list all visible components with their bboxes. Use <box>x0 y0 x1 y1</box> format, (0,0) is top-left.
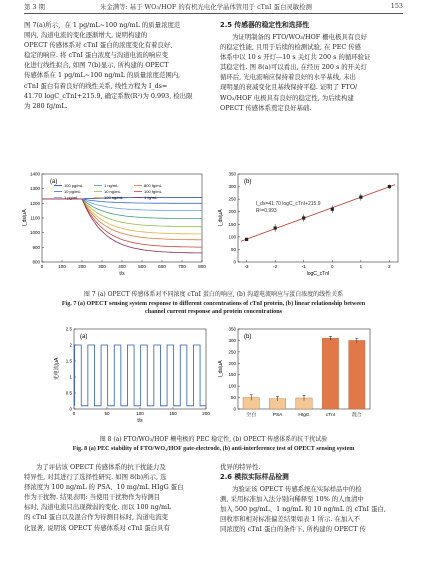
panel-label: (b) <box>244 179 252 185</box>
fit-r2: R²=0.993 <box>256 208 277 214</box>
plot-frame <box>238 174 398 262</box>
x-axis-label: logC_cTnI <box>306 271 330 277</box>
text-line: 测, 采用标准加入法分别向稀释至 10% 的人血清中 <box>220 495 364 504</box>
text-line: 为了评估该 OPECT 传感体系的抗干扰能力及 <box>36 463 166 471</box>
section-heading: 2.6 模拟实际样品检测 <box>220 473 289 482</box>
y-tick-label: 0 <box>69 406 72 412</box>
legend-label: 10 ng/mL <box>104 189 121 194</box>
text-line: 围内, 沟道电流的变化逐渐增大, 说明构建的 <box>24 31 148 40</box>
x-tick-label: -3 <box>244 264 249 269</box>
x-tick-label: 混合 <box>351 413 362 418</box>
y-tick-label: 2 <box>69 342 72 348</box>
fit-equation: I_ds=41.70 logC_cTnI+215.9 <box>256 201 321 207</box>
legend-label: 100 pg/mL <box>64 183 83 188</box>
data-point <box>274 226 277 229</box>
caption-cn: 图 7 (a) OPECT 传感体系对不同浓度 cTnI 蛋白的响应, (b) 沟道电流响应与蛋白浓度的线性关系 <box>83 291 344 298</box>
x-tick-label: 150 <box>169 411 177 416</box>
fig7b-chart <box>216 170 406 285</box>
y-axis-label: I_ds/μA <box>22 209 28 227</box>
text-line: 同浓度的 cTnI 蛋白的条件下, 所构建的 OPECT 传 <box>220 525 366 534</box>
x-tick-label: HIgG <box>298 413 310 418</box>
x-tick-label: cTnI <box>325 413 336 418</box>
bar <box>322 338 338 409</box>
fig7-caption <box>24 291 403 317</box>
data-point <box>245 238 248 241</box>
text-line: 现明显的衰减变化且基线保持平稳. 证明了 FTO/ <box>220 83 358 92</box>
section-heading: 2.5 传感器的稳定性和选择性 <box>220 21 310 29</box>
legend-label: 1 fg/mL <box>144 195 158 200</box>
text-line: 回收率和相对标准偏差结果如表 1 所示. 在加入不 <box>220 515 361 524</box>
series-line <box>42 199 202 253</box>
x-tick-label: 100 <box>136 411 144 416</box>
caption-en: Fig. 8 (a) PEC stability of FTO/WO₃/HOF gate-electrode, (b) anti-interference test of OPECT sensing system <box>72 445 355 452</box>
text-line: 稳定的响应. 将 cTnI 蛋白浓度与沟道电流的响应变 <box>24 51 169 60</box>
fig7a-chart <box>20 170 210 285</box>
text-line: 为 280 fg/mL. <box>24 101 68 110</box>
caption-en: Fig. 7 (a) OPECT sensing system response to different concentrations of cTnI protein, (b) linear relationship between <box>61 300 366 307</box>
legend-label: 10 pg/mL <box>64 189 81 194</box>
text-line: OPECT 传感体系奠定良好基础. <box>220 103 312 112</box>
x-tick-label: 空白 <box>246 413 257 418</box>
y-tick-label: 1 <box>69 374 72 380</box>
text-line: 化进行线性拟合, 如图 7(b)显示, 所构建的 OPECT <box>24 61 169 70</box>
photocurrent-trace <box>75 345 206 406</box>
text-line: OPECT 传感体系对 cTnI 蛋白的浓度变化有着良好、 <box>24 41 177 50</box>
y-tick-label: 250 <box>228 196 236 202</box>
y-tick-label: 2.5 <box>65 326 72 332</box>
caption-cn: 图 8 (a) FTO/WO₃/HOF 栅电极的 PEC 稳定性, (b) OPECT 传感体系的抗干扰试验 <box>99 436 328 443</box>
legend-label: 1 pg/mL <box>64 195 79 200</box>
x-tick-label: 500 <box>138 264 146 269</box>
text-line: 择浓度为 100 ng/mL 的 PSA、10 mg/mL HIgG 蛋白 <box>24 483 184 492</box>
y-tick-label: 300 <box>228 337 236 343</box>
y-tick-label: 200 <box>228 209 236 215</box>
text-line: 为证明制备的 FTO/WO₃/HOF 栅电极具有良好 <box>232 33 367 41</box>
y-tick-label: 800 <box>32 259 40 265</box>
text-line: 的稳定性能, 且用于后续的检测试验, 在 PEC 传感 <box>220 43 362 52</box>
y-tick-label: 0 <box>233 259 236 265</box>
fig8b-chart <box>216 325 376 430</box>
text-line: 循环后, 光电流响应保持着良好的水平基线, 未出 <box>220 73 356 82</box>
x-axis-label: t/s <box>137 418 143 424</box>
text-line: 传感体系在 1 pg/mL~100 ng/mL 的质量浓度范围内, <box>24 71 181 80</box>
right-column-bottom <box>220 462 406 535</box>
page-number: 153 <box>390 2 403 10</box>
x-tick-label: -1 <box>301 264 306 269</box>
plot-frame <box>74 329 206 409</box>
data-point <box>388 185 391 188</box>
data-point <box>359 196 362 199</box>
y-tick-label: 50 <box>230 395 236 401</box>
x-tick-label: 800 <box>198 264 206 269</box>
bar <box>349 340 365 409</box>
y-tick-label: 350 <box>228 326 236 332</box>
x-axis-label: t/s <box>119 271 125 277</box>
panel-label: (b) <box>244 334 252 340</box>
legend-label: 1 ng/mL <box>104 183 119 188</box>
y-tick-label: 1.5 <box>65 358 72 364</box>
caption-en: channel current response and protein concentrations <box>145 309 282 316</box>
y-tick-label: 200 <box>228 360 236 366</box>
x-tick-label: PSA <box>272 413 283 418</box>
text-line: 标时, 沟道电流只出现微弱的变化. 而以 100 ng/mL <box>24 503 172 512</box>
fig8-caption <box>24 436 403 453</box>
data-point <box>331 208 334 211</box>
x-tick-label: 0 <box>40 264 44 269</box>
text-line: 其稳定性. 图 8(a)可以看出, 在经历 200 s 的开关灯 <box>220 63 367 72</box>
y-tick-label: 0 <box>233 406 236 412</box>
y-tick-label: 100 <box>228 383 236 389</box>
left-column-top <box>24 20 210 111</box>
legend-label: 100 ng/mL <box>104 195 123 200</box>
journal-issue: 第 3 期 <box>24 3 45 11</box>
text-line: 体系中以 10 s 开灯—10 s 关灯共 200 s 的循环验证 <box>220 53 371 62</box>
panel-label: (a) <box>80 334 88 340</box>
text-line: 为验证该 OPECT 传感系统在实际样品中的检 <box>232 485 362 494</box>
series-line <box>42 199 202 211</box>
text-line: 优异的特异性. <box>220 463 261 471</box>
data-point <box>302 216 305 219</box>
y-tick-label: 100 <box>228 234 236 240</box>
x-tick-label: 0 <box>331 264 334 269</box>
text-line: 加入 500 pg/mL、1 ng/mL 和 10 ng/mL 的 cTnI 蛋白, <box>220 505 386 514</box>
right-column-top <box>220 20 406 113</box>
y-axis-label: I_ds/μA <box>218 360 224 378</box>
text-line: cTnI 蛋白有着良好的线性关系, 线性方程为 I_ds= <box>24 81 168 90</box>
header-rule <box>24 13 403 14</box>
text-line: 图 7(a)所示，在 1 pg/mL~100 ng/mL 的质量浓度范 <box>24 21 181 29</box>
fig8a-chart <box>52 325 212 430</box>
x-tick-label: 50 <box>104 411 110 416</box>
x-tick-label: -2 <box>273 264 278 269</box>
running-title: 朱金满等: 基于 WO₃/HOF 的有机光电化学晶体管用于 cTnI 蛋白灵敏检测 <box>100 3 312 11</box>
y-tick-label: 300 <box>228 184 236 190</box>
text-line: 化显著, 说明该 OPECT 传感体系对 cTnI 蛋白具有 <box>24 523 170 532</box>
x-tick-label: 300 <box>98 264 106 269</box>
y-tick-label: 50 <box>230 246 236 252</box>
x-tick-label: 100 <box>58 264 66 269</box>
x-tick-label: 400 <box>118 264 126 269</box>
x-tick-label: 200 <box>78 264 86 269</box>
x-tick-label: 600 <box>158 264 166 269</box>
text-line: 41.70 logC_cTnI+215.9, 确定系数(R²)为 0.993, 检出限 <box>24 91 193 100</box>
x-tick-label: 200 <box>202 411 210 416</box>
series-line <box>42 199 202 234</box>
left-column-bottom <box>24 462 210 533</box>
text-line: 特异性, 对其进行了选择性研究. 如图 8(b)所示, 选 <box>24 473 167 482</box>
y-axis-label: 光电流/μA <box>54 357 60 381</box>
x-tick-label: 1 <box>359 264 363 269</box>
y-tick-label: 150 <box>228 372 236 378</box>
x-tick-label: 0 <box>72 411 76 416</box>
x-tick-label: 2 <box>388 264 391 269</box>
y-tick-label: 1400 <box>29 171 40 177</box>
x-tick-label: 700 <box>178 264 186 269</box>
y-tick-label: 350 <box>228 171 236 177</box>
y-tick-label: 900 <box>32 244 40 250</box>
legend-label: 800 fg/mL <box>144 183 162 188</box>
y-tick-label: 1100 <box>30 215 40 221</box>
panel-label: (a) <box>50 179 58 185</box>
y-tick-label: 150 <box>228 221 236 227</box>
text-line: WO₃/HOF 电极具有良好的稳定性, 为后续构建 <box>220 93 354 102</box>
y-tick-label: 250 <box>228 349 236 355</box>
text-line: 的 cTnI 蛋白以及混合作为待测目标时, 沟道电流变 <box>24 513 169 522</box>
y-tick-label: 1000 <box>29 230 40 236</box>
text-line: 作为干扰物. 结果表明: 当使用干扰物作为待测目 <box>24 493 161 502</box>
y-tick-label: 1200 <box>29 200 40 206</box>
legend-label: 100 fg/mL <box>144 189 162 194</box>
y-tick-label: 0.5 <box>65 390 72 396</box>
y-tick-label: 1300 <box>29 186 40 192</box>
y-axis-label: I_ds/μA <box>218 209 224 227</box>
